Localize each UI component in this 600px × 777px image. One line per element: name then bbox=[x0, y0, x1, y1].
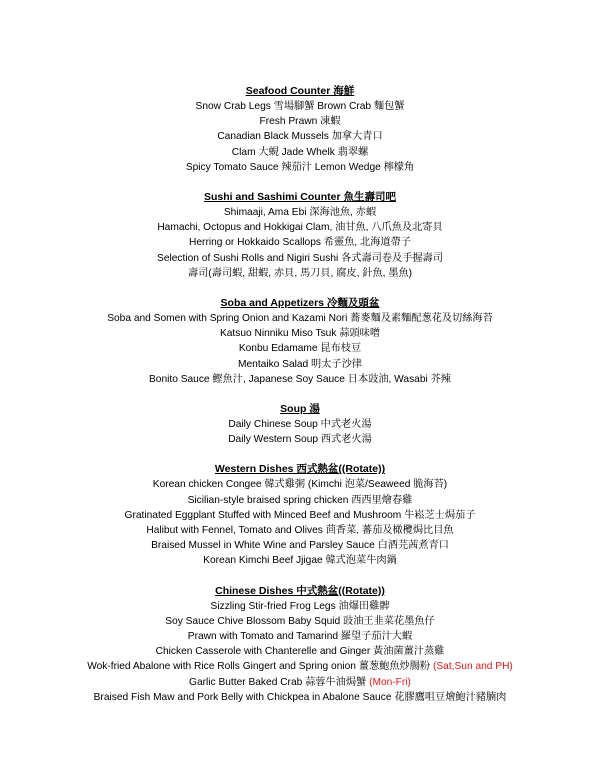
section-title: Chinese Dishes 中式熱盆((Rotate)) bbox=[215, 584, 385, 597]
section-chinese-dishes bbox=[0, 584, 600, 705]
menu-item: Braised Mussel in White Wine and Parsley Sauce 白酒芫茜煮青口 bbox=[151, 540, 449, 552]
section-title: Sushi and Sashimi Counter 魚生壽司吧 bbox=[204, 191, 396, 204]
menu-item: Soba and Somen with Spring Onion and Kazami Nori 蕎麥麵及素麵配葱花及切絲海苔 bbox=[107, 313, 493, 325]
availability-note: (Sat,Sun and PH) bbox=[432, 661, 513, 673]
menu-item: Bonito Sauce 鰹魚汁, Japanese Soy Sauce 日本豉油, Wasabi 芥辣 bbox=[149, 373, 451, 385]
menu-item: Hamachi, Octopus and Hokkigai Clam, 油甘魚, 八爪魚及北寄貝 bbox=[157, 222, 443, 234]
section-western-dishes bbox=[0, 462, 600, 568]
menu-item: Korean chicken Congee 韓式雞粥 (Kimchi 泡菜/Seaweed 脆海苔) bbox=[152, 479, 448, 491]
section-sushi-sashimi bbox=[0, 190, 600, 281]
menu-item: Konbu Edamame 昆布枝豆 bbox=[238, 343, 362, 355]
menu-item: Daily Western Soup 西式老火湯 bbox=[228, 434, 372, 446]
menu-item: Canadian Black Mussels 加拿大青口 bbox=[217, 131, 383, 143]
menu-item: Soy Sauce Chive Blossom Baby Squid 豉油王韭菜花墨魚仔 bbox=[165, 615, 435, 627]
section-seafood-counter bbox=[0, 84, 600, 175]
menu-item: Prawn with Tomato and Tamarind 羅望子茄汁大蝦 bbox=[187, 631, 413, 643]
section-soba-appetizers bbox=[0, 296, 600, 387]
menu-item: Fresh Prawn 凍蝦 bbox=[259, 116, 341, 128]
menu-item: Sizzling Stir-fried Frog Legs 油爆田雞髀 bbox=[210, 600, 390, 612]
menu-item: Herring or Hokkaido Scallops 希靈魚, 北海道帶子 bbox=[189, 237, 411, 249]
menu-item bbox=[0, 675, 600, 690]
menu-item: Sicilian-style braised spring chicken 西西里燴春雞 bbox=[187, 494, 413, 506]
menu-item: Korean Kimchi Beef Jjigae 韓式泡菜牛肉鍋 bbox=[203, 555, 397, 567]
section-title: Soup 湯 bbox=[280, 403, 320, 416]
menu-item: Halibut with Fennel, Tomato and Olives 茴香菜, 蕃茄及橄欖焗比目魚 bbox=[146, 525, 454, 537]
menu-item: Braised Fish Maw and Pork Belly with Chickpea in Abalone Sauce 花膠鷹咀豆燴鮑汁豬腩肉 bbox=[93, 691, 507, 703]
section-title: Seafood Counter 海鮮 bbox=[245, 85, 355, 97]
menu-item: Katsuo Ninniku Miso Tsuk 蒜頭味噌 bbox=[219, 328, 381, 340]
menu-item: Snow Crab Legs 雪場腳蟹 Brown Crab 麵包蟹 bbox=[195, 101, 405, 112]
menu-item: Daily Chinese Soup 中式老火湯 bbox=[228, 419, 372, 431]
menu-item: 壽司(壽司蝦, 甜蝦, 赤貝, 馬刀貝, 腐皮, 針魚, 墨魚) bbox=[187, 267, 413, 279]
menu-item: Selection of Sushi Rolls and Nigiri Sushi 各式壽司卷及手握壽司 bbox=[157, 252, 443, 264]
menu-item: Mentaiko Salad 明太子沙律 bbox=[238, 358, 362, 370]
menu-item: Shimaaji, Ama Ebi 深海池魚, 赤蝦 bbox=[223, 207, 377, 219]
availability-note: (Mon-Fri) bbox=[369, 676, 411, 688]
menu-item bbox=[0, 659, 600, 674]
menu-item-text: Garlic Butter Baked Crab 蒜蓉牛油焗蟹 bbox=[189, 676, 367, 688]
menu-item: Gratinated Eggplant Stuffed with Minced Beef and Mushroom 牛崧芝士焗茄子 bbox=[124, 509, 476, 521]
menu-item-text: Wok-fried Abalone with Rice Rolls Gingert and Spring onion 薑葱鮑魚炒腸粉 bbox=[87, 661, 431, 673]
section-title: Western Dishes 西式熱盆((Rotate)) bbox=[214, 463, 386, 476]
section-soup bbox=[0, 402, 600, 447]
section-title: Soba and Appetizers 冷麵及頭盆 bbox=[220, 297, 380, 310]
menu-item: Chicken Casserole with Chanterelle and Ginger 黃油菌薑汁蒸雞 bbox=[155, 646, 445, 658]
menu-item: Spicy Tomato Sauce 辣茄汁 Lemon Wedge 檸檬角 bbox=[185, 161, 415, 173]
menu-item: Clam 大蜆 Jade Whelk 翡翠螺 bbox=[231, 146, 369, 158]
